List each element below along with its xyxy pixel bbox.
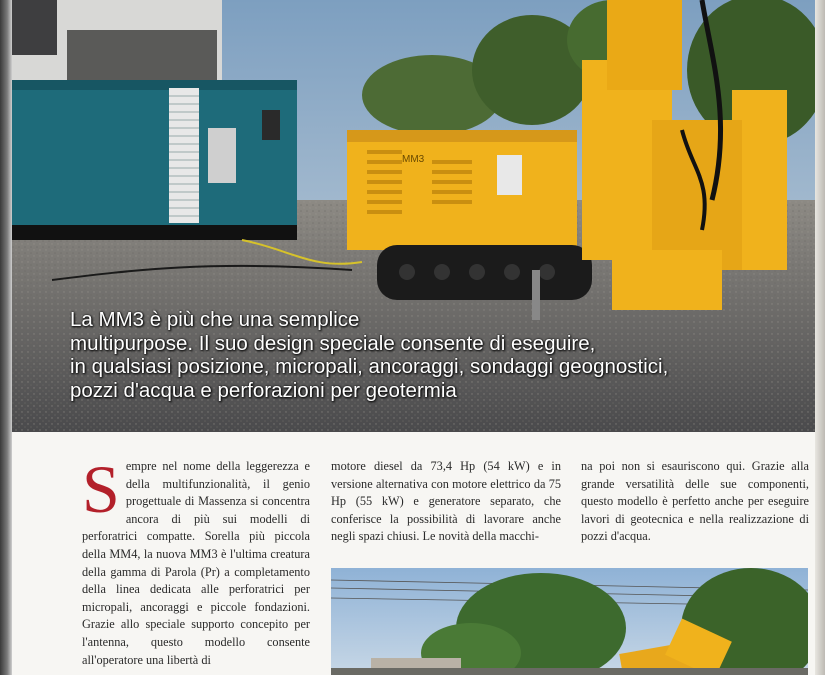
caption-line: multipurpose. Il suo design speciale consente di eseguire, (70, 331, 596, 355)
secondary-photo (331, 568, 808, 675)
caption-line: in qualsiasi posizione, micropali, ancoraggi, sondaggi geognostici, (70, 355, 669, 378)
article-column-1 (82, 451, 310, 669)
column-2-text: motore diesel da 73,4 Hp (54 kW) e in versione alternativa con motore elettrico da 75 Hp (55 kW) e generatore separato, che conferisce la possibilità di lavorare anche negli spazi chiusi. Le novità della macchi- (331, 459, 561, 544)
page-right-edge (815, 0, 825, 675)
drop-cap: S (82, 451, 120, 527)
secondary-photo-illustration (331, 568, 808, 675)
caption-line: La MM3 è più che una semplice (70, 308, 360, 331)
machine-label: MM3 (402, 154, 425, 165)
caption-line: pozzi d'acqua e perforazioni per geotermia (70, 378, 457, 402)
column-3-text: na poi non si esauriscono qui. Grazie alla grande versatilità delle sue componenti, questo modello è perfetto anche per eseguire lavori di geotecnica e nella realizzazione di pozzi d'acqua. (581, 459, 809, 544)
photo-caption (70, 308, 760, 402)
page-binding-shadow (0, 0, 12, 675)
article-column-3 (581, 458, 809, 546)
article-column-2 (331, 458, 561, 546)
column-1-text: empre nel nome della leggerezza e della multifunzionalità, il genio progettuale di Massenza si concentra ancora di più sui modelli di perforatrici compatte. Sorella più piccola della MM4, la nuova MM3 è l'ultima creatura della gamma di Parola (Pr) a completamento della linea dedicata alle perforatrici per micropali, ancoraggi e piccole fondazioni. Grazie allo speciale supporto concepito per l'antenna, questo modello consente all'operatore una libertà di (82, 459, 310, 667)
